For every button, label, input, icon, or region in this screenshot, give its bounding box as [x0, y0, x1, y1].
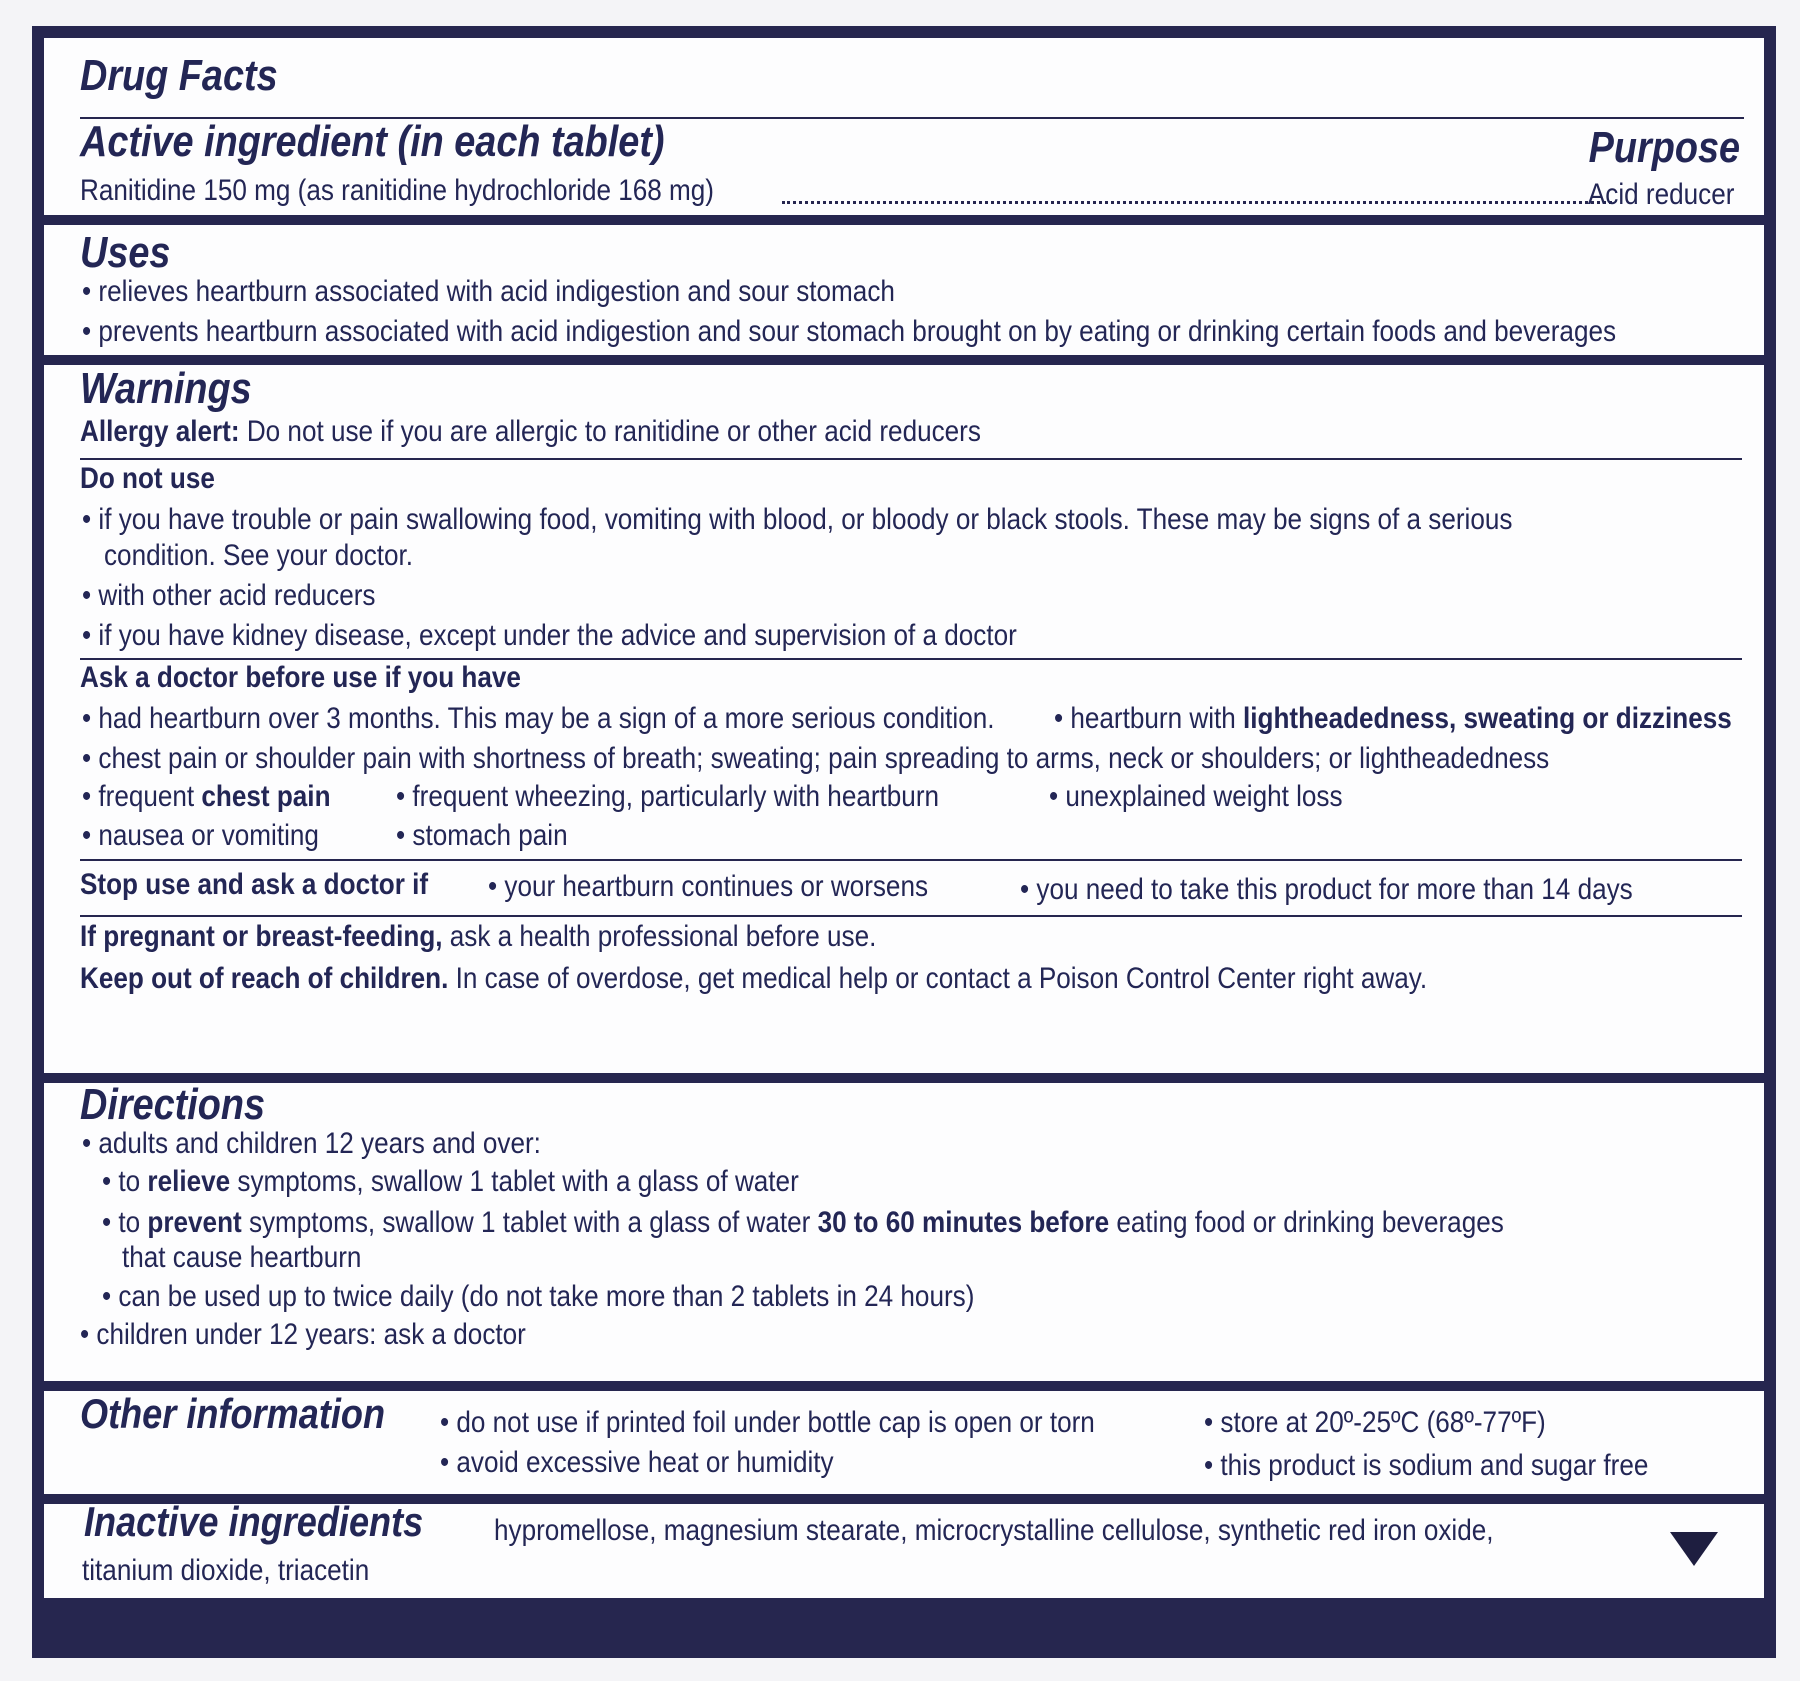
- uses-item: • prevents heartburn associated with acid indigestion and sour stomach brought on by eating or drinking certain foods and beverages: [82, 315, 1617, 348]
- stop-use-item: • your heartburn continues or worsens: [488, 870, 929, 903]
- ask-doctor-item: • frequent wheezing, particularly with heartburn: [396, 780, 940, 813]
- directions-text: • to: [102, 1206, 148, 1239]
- drug-facts-label: [32, 26, 1776, 1658]
- ask-doctor-item-bold: chest pain: [201, 780, 331, 813]
- directions-text: symptoms, swallow 1 tablet with a glass of water: [230, 1165, 799, 1198]
- active-ingredient-text: Ranitidine 150 mg (as ranitidine hydrochloride 168 mg): [80, 174, 714, 207]
- allergy-alert-label: Allergy alert:: [80, 415, 240, 448]
- ask-doctor-item: • chest pain or shoulder pain with shortness of breath; sweating; pain spreading to arms, neck or shoulders; or lightheadedness: [82, 742, 1550, 775]
- stop-use-heading: Stop use and ask a doctor if: [80, 868, 429, 901]
- purpose-text: Acid reducer: [1587, 178, 1734, 211]
- allergy-alert: [80, 415, 981, 449]
- directions-heading: Directions: [80, 1080, 266, 1129]
- ask-doctor-item: • nausea or vomiting: [82, 819, 319, 852]
- purpose-heading: Purpose: [1588, 123, 1740, 172]
- drug-facts-title: Drug Facts: [80, 51, 278, 100]
- other-information-item: • do not use if printed foil under bottle cap is open or torn: [440, 1406, 1095, 1439]
- stop-use-item: • you need to take this product for more than 14 days: [1020, 873, 1633, 906]
- ask-doctor-item-text: • heartburn with: [1054, 702, 1244, 735]
- directions-item: • can be used up to twice daily (do not take more than 2 tablets in 24 hours): [102, 1280, 975, 1313]
- pregnant-label: If pregnant or breast-feeding,: [80, 920, 443, 953]
- inactive-ingredients-section: [44, 1498, 1764, 1598]
- warnings-rule: [80, 458, 1742, 460]
- directions-bold: relieve: [147, 1165, 231, 1198]
- directions-text: symptoms, swallow 1 tablet with a glass of water: [241, 1206, 818, 1239]
- do-not-use-item: • with other acid reducers: [82, 579, 376, 612]
- ask-doctor-item-bold: lightheadedness, sweating or dizziness: [1243, 702, 1732, 735]
- inactive-ingredients-text: hypromellose, magnesium stearate, microcrystalline cellulose, synthetic red iron oxide,: [494, 1514, 1494, 1547]
- continue-arrow-icon: [1670, 1532, 1718, 1566]
- do-not-use-item-cont: condition. See your doctor.: [104, 539, 414, 572]
- warnings-section: [44, 365, 1764, 1073]
- ask-doctor-heading: Ask a doctor before use if you have: [80, 661, 521, 694]
- other-information-item: • this product is sodium and sugar free: [1204, 1449, 1649, 1482]
- other-information-heading: Other information: [80, 1390, 386, 1437]
- leader-dots: [782, 201, 1612, 204]
- other-information-item: • avoid excessive heat or humidity: [440, 1446, 834, 1479]
- warnings-rule: [80, 658, 1742, 660]
- active-ingredient-heading: Active ingredient (in each tablet): [80, 117, 665, 166]
- ask-doctor-item: • unexplained weight loss: [1049, 780, 1343, 813]
- keep-out-warning: [80, 962, 1427, 996]
- uses-section: [44, 225, 1764, 355]
- allergy-alert-text: Do not use if you are allergic to ranitidine or other acid reducers: [239, 415, 981, 448]
- directions-bold: prevent: [147, 1206, 242, 1239]
- ask-doctor-item-text: • frequent: [82, 780, 202, 813]
- ask-doctor-item: [1054, 702, 1732, 736]
- inactive-ingredients-text-cont: titanium dioxide, triacetin: [82, 1554, 370, 1587]
- directions-bold: 30 to 60 minutes before: [817, 1206, 1110, 1239]
- warnings-heading: Warnings: [80, 364, 252, 413]
- do-not-use-item: • if you have kidney disease, except under the advice and supervision of a doctor: [82, 619, 1017, 652]
- do-not-use-heading: Do not use: [80, 462, 215, 495]
- other-information-item: • store at 20º-25ºC (68º-77ºF): [1204, 1406, 1546, 1439]
- directions-item: • adults and children 12 years and over:: [82, 1127, 541, 1160]
- directions-section: [44, 1080, 1764, 1381]
- inactive-ingredients-heading: Inactive ingredients: [84, 1498, 424, 1545]
- ask-doctor-item: • stomach pain: [396, 819, 568, 852]
- pregnant-text: ask a health professional before use.: [442, 920, 877, 953]
- directions-item: • children under 12 years: ask a doctor: [80, 1318, 526, 1351]
- keep-out-text: In case of overdose, get medical help or contact a Poison Control Center right away.: [448, 962, 1428, 995]
- active-ingredient-section: [44, 38, 1764, 215]
- do-not-use-item: • if you have trouble or pain swallowing food, vomiting with blood, or bloody or black stools. These may be signs of a serious: [82, 503, 1513, 536]
- pregnant-warning: [80, 920, 876, 954]
- warnings-rule: [80, 859, 1742, 861]
- ask-doctor-item: [82, 780, 331, 814]
- uses-heading: Uses: [80, 228, 171, 277]
- keep-out-label: Keep out of reach of children.: [80, 962, 449, 995]
- directions-text: eating food or drinking beverages: [1109, 1206, 1504, 1239]
- uses-item: • relieves heartburn associated with acid indigestion and sour stomach: [82, 275, 895, 308]
- directions-item: [102, 1206, 1504, 1240]
- ask-doctor-item: • had heartburn over 3 months. This may be a sign of a more serious condition.: [82, 702, 995, 735]
- other-information-section: [44, 1391, 1764, 1494]
- warnings-rule: [80, 915, 1742, 917]
- directions-text: • to: [102, 1165, 148, 1198]
- directions-item-cont: that cause heartburn: [122, 1241, 362, 1274]
- directions-item: [102, 1165, 799, 1199]
